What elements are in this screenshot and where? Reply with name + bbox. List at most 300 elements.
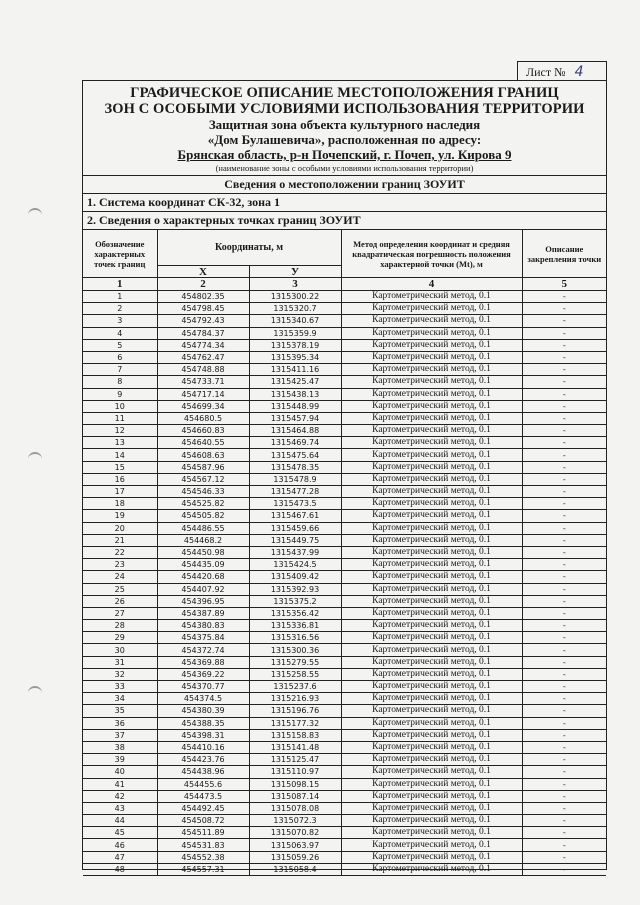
point-number: 26 (83, 595, 157, 607)
method-cell: Картометрический метод, 0.1 (341, 851, 522, 863)
table-row (83, 778, 606, 790)
table-row (83, 571, 606, 583)
method-cell: Картометрический метод, 0.1 (341, 400, 522, 412)
point-number: 47 (83, 851, 157, 863)
x-coordinate: 454525.82 (157, 498, 249, 510)
point-number: 21 (83, 534, 157, 546)
fixation-description: - (522, 571, 606, 583)
method-cell: Картометрический метод, 0.1 (341, 510, 522, 522)
col-x-header: X (157, 266, 249, 278)
point-number: 37 (83, 729, 157, 741)
point-number: 42 (83, 790, 157, 802)
x-coordinate: 454508.72 (157, 815, 249, 827)
x-coordinate: 454387.89 (157, 607, 249, 619)
y-coordinate: 1315438.13 (249, 388, 341, 400)
col-method-header: Метод определения координат и средняя квадратическая погрешность положения характерной точки (Mt), м (341, 230, 522, 278)
table-row (83, 546, 606, 558)
method-cell: Картометрический метод, 0.1 (341, 303, 522, 315)
x-coordinate: 454792.43 (157, 315, 249, 327)
fixation-description: - (522, 778, 606, 790)
fixation-description: - (522, 705, 606, 717)
col-num-4: 4 (341, 278, 522, 291)
x-coordinate: 454680.5 (157, 412, 249, 424)
table-row (83, 595, 606, 607)
table-row (83, 498, 606, 510)
y-coordinate: 1315279.55 (249, 656, 341, 668)
method-cell: Картометрический метод, 0.1 (341, 522, 522, 534)
point-number: 40 (83, 766, 157, 778)
subtitle-line-2: «Дом Булашевича», расположенная по адресу: (207, 132, 482, 147)
y-coordinate: 1315359.9 (249, 327, 341, 339)
x-coordinate: 454505.82 (157, 510, 249, 522)
table-row (83, 412, 606, 424)
table-row (83, 376, 606, 388)
table-row (83, 802, 606, 814)
table-row (83, 534, 606, 546)
fixation-description: - (522, 400, 606, 412)
point-number: 41 (83, 778, 157, 790)
method-cell: Картометрический метод, 0.1 (341, 388, 522, 400)
point-number: 35 (83, 705, 157, 717)
fixation-description: - (522, 656, 606, 668)
method-cell: Картометрический метод, 0.1 (341, 656, 522, 668)
point-number: 17 (83, 486, 157, 498)
y-coordinate: 1315110.97 (249, 766, 341, 778)
fixation-description: - (522, 681, 606, 693)
fixation-description: - (522, 376, 606, 388)
fixation-description: - (522, 437, 606, 449)
binder-hole-mark (28, 452, 42, 464)
x-coordinate: 454380.83 (157, 620, 249, 632)
x-coordinate: 454375.84 (157, 632, 249, 644)
table-body (83, 291, 606, 876)
x-coordinate: 454380.39 (157, 705, 249, 717)
y-coordinate: 1315448.99 (249, 400, 341, 412)
x-coordinate: 454798.45 (157, 303, 249, 315)
fixation-description: - (522, 510, 606, 522)
method-cell: Картометрический метод, 0.1 (341, 425, 522, 437)
x-coordinate: 454608.63 (157, 449, 249, 461)
y-coordinate: 1315125.47 (249, 754, 341, 766)
y-coordinate: 1315375.2 (249, 595, 341, 607)
fixation-description: - (522, 364, 606, 376)
document-header (83, 81, 606, 174)
point-number: 44 (83, 815, 157, 827)
points-section-row: 2. Сведения о характерных точках границ ЗОУИТ (83, 211, 606, 229)
table-row (83, 327, 606, 339)
x-coordinate: 454733.71 (157, 376, 249, 388)
method-cell: Картометрический метод, 0.1 (341, 583, 522, 595)
point-number: 15 (83, 461, 157, 473)
x-coordinate: 454435.09 (157, 559, 249, 571)
y-coordinate: 1315378.19 (249, 339, 341, 351)
table-row (83, 510, 606, 522)
x-coordinate: 454557.31 (157, 863, 249, 875)
point-number: 29 (83, 632, 157, 644)
table-row (83, 741, 606, 753)
x-coordinate: 454546.33 (157, 486, 249, 498)
subtitle-line-1: Защитная зона объекта культурного наследия (208, 117, 481, 132)
fixation-description: - (522, 461, 606, 473)
x-coordinate: 454587.96 (157, 461, 249, 473)
method-cell: Картометрический метод, 0.1 (341, 473, 522, 485)
x-coordinate: 454374.5 (157, 693, 249, 705)
y-coordinate: 1315258.55 (249, 668, 341, 680)
point-number: 24 (83, 571, 157, 583)
table-row (83, 607, 606, 619)
method-cell: Картометрический метод, 0.1 (341, 693, 522, 705)
fixation-description: - (522, 717, 606, 729)
y-coordinate: 1315409.42 (249, 571, 341, 583)
col-num-2: 2 (157, 278, 249, 291)
y-coordinate: 1315478.9 (249, 473, 341, 485)
fixation-description: - (522, 790, 606, 802)
point-number: 34 (83, 693, 157, 705)
title-line-1: ГРАФИЧЕСКОЕ ОПИСАНИЕ МЕСТОПОЛОЖЕНИЯ ГРАНИЦ (130, 85, 559, 101)
point-number: 6 (83, 351, 157, 363)
table-row (83, 644, 606, 656)
fixation-description: - (522, 620, 606, 632)
method-cell: Картометрический метод, 0.1 (341, 802, 522, 814)
y-coordinate: 1315459.66 (249, 522, 341, 534)
y-coordinate: 1315320.7 (249, 303, 341, 315)
y-coordinate: 1315464.88 (249, 425, 341, 437)
x-coordinate: 454369.22 (157, 668, 249, 680)
fixation-description: - (522, 729, 606, 741)
y-coordinate: 1315216.93 (249, 693, 341, 705)
col-coords-header: Координаты, м (157, 230, 341, 266)
y-coordinate: 1315411.16 (249, 364, 341, 376)
fixation-description: - (522, 303, 606, 315)
method-cell: Картометрический метод, 0.1 (341, 315, 522, 327)
fixation-description: - (522, 802, 606, 814)
method-cell: Картометрический метод, 0.1 (341, 412, 522, 424)
table-row (83, 461, 606, 473)
method-cell: Картометрический метод, 0.1 (341, 376, 522, 388)
fixation-description: - (522, 863, 606, 875)
point-number: 18 (83, 498, 157, 510)
binder-hole-mark (28, 208, 42, 220)
y-coordinate: 1315158.83 (249, 729, 341, 741)
x-coordinate: 454372.74 (157, 644, 249, 656)
method-cell: Картометрический метод, 0.1 (341, 339, 522, 351)
y-coordinate: 1315316.56 (249, 632, 341, 644)
fixation-description: - (522, 839, 606, 851)
y-coordinate: 1315457.94 (249, 412, 341, 424)
x-coordinate: 454473.5 (157, 790, 249, 802)
y-coordinate: 1315340.67 (249, 315, 341, 327)
method-cell: Картометрический метод, 0.1 (341, 668, 522, 680)
x-coordinate: 454423.76 (157, 754, 249, 766)
y-coordinate: 1315395.34 (249, 351, 341, 363)
method-cell: Картометрический метод, 0.1 (341, 449, 522, 461)
binder-hole-mark (28, 686, 42, 698)
col-desc-header: Описание закрепления точки (522, 230, 606, 278)
fixation-description: - (522, 388, 606, 400)
method-cell: Картометрический метод, 0.1 (341, 766, 522, 778)
point-number: 19 (83, 510, 157, 522)
method-cell: Картометрический метод, 0.1 (341, 327, 522, 339)
y-coordinate: 1315087.14 (249, 790, 341, 802)
method-cell: Картометрический метод, 0.1 (341, 437, 522, 449)
fixation-description: - (522, 498, 606, 510)
point-number: 12 (83, 425, 157, 437)
sheet-number: 4 (574, 64, 584, 80)
x-coordinate: 454455.6 (157, 778, 249, 790)
table-row (83, 754, 606, 766)
x-coordinate: 454398.31 (157, 729, 249, 741)
point-number: 38 (83, 741, 157, 753)
method-cell: Картометрический метод, 0.1 (341, 498, 522, 510)
y-coordinate: 1315424.5 (249, 559, 341, 571)
method-cell: Картометрический метод, 0.1 (341, 754, 522, 766)
fixation-description: - (522, 583, 606, 595)
point-number: 10 (83, 400, 157, 412)
table-row (83, 315, 606, 327)
fixation-description: - (522, 315, 606, 327)
method-cell: Картометрический метод, 0.1 (341, 461, 522, 473)
fixation-description: - (522, 607, 606, 619)
fixation-description: - (522, 632, 606, 644)
table-row (83, 790, 606, 802)
method-cell: Картометрический метод, 0.1 (341, 364, 522, 376)
method-cell: Картометрический метод, 0.1 (341, 644, 522, 656)
x-coordinate: 454531.83 (157, 839, 249, 851)
method-cell: Картометрический метод, 0.1 (341, 571, 522, 583)
x-coordinate: 454492.45 (157, 802, 249, 814)
y-coordinate: 1315475.64 (249, 449, 341, 461)
table-row (83, 717, 606, 729)
y-coordinate: 1315072.3 (249, 815, 341, 827)
table-row (83, 729, 606, 741)
x-coordinate: 454410.16 (157, 741, 249, 753)
x-coordinate: 454762.47 (157, 351, 249, 363)
fixation-description: - (522, 815, 606, 827)
table-row (83, 291, 606, 303)
point-number: 48 (83, 863, 157, 875)
point-number: 25 (83, 583, 157, 595)
col-y-header: У (249, 266, 341, 278)
table-row (83, 693, 606, 705)
method-cell: Картометрический метод, 0.1 (341, 607, 522, 619)
table-row (83, 522, 606, 534)
table-row (83, 449, 606, 461)
method-cell: Картометрический метод, 0.1 (341, 717, 522, 729)
fixation-description: - (522, 754, 606, 766)
table-row (83, 705, 606, 717)
x-coordinate: 454369.88 (157, 656, 249, 668)
section-title: Сведения о местоположении границ ЗОУИТ (83, 175, 606, 193)
point-number: 13 (83, 437, 157, 449)
x-coordinate: 454420.68 (157, 571, 249, 583)
x-coordinate: 454552.38 (157, 851, 249, 863)
point-number: 1 (83, 291, 157, 303)
document-frame (82, 80, 607, 874)
point-number: 14 (83, 449, 157, 461)
method-cell: Картометрический метод, 0.1 (341, 863, 522, 875)
fixation-description: - (522, 851, 606, 863)
boundary-points-table (83, 229, 606, 876)
fixation-description: - (522, 595, 606, 607)
point-number: 23 (83, 559, 157, 571)
method-cell: Картометрический метод, 0.1 (341, 681, 522, 693)
point-number: 9 (83, 388, 157, 400)
point-number: 28 (83, 620, 157, 632)
point-number: 27 (83, 607, 157, 619)
x-coordinate: 454396.95 (157, 595, 249, 607)
method-cell: Картометрический метод, 0.1 (341, 534, 522, 546)
method-cell: Картометрический метод, 0.1 (341, 839, 522, 851)
method-cell: Картометрический метод, 0.1 (341, 351, 522, 363)
x-coordinate: 454567.12 (157, 473, 249, 485)
fixation-description: - (522, 766, 606, 778)
y-coordinate: 1315473.5 (249, 498, 341, 510)
x-coordinate: 454640.55 (157, 437, 249, 449)
x-coordinate: 454511.89 (157, 827, 249, 839)
method-cell: Картометрический метод, 0.1 (341, 815, 522, 827)
address-line: Брянская область, р-н Почепский, г. Почеп, ул. Кирова 9 (177, 147, 512, 162)
col-num-1: 1 (83, 278, 157, 291)
point-number: 43 (83, 802, 157, 814)
y-coordinate: 1315059.26 (249, 851, 341, 863)
method-cell: Картометрический метод, 0.1 (341, 827, 522, 839)
fixation-description: - (522, 412, 606, 424)
y-coordinate: 1315196.76 (249, 705, 341, 717)
y-coordinate: 1315469.74 (249, 437, 341, 449)
fixation-description: - (522, 827, 606, 839)
y-coordinate: 1315300.22 (249, 291, 341, 303)
y-coordinate: 1315477.28 (249, 486, 341, 498)
x-coordinate: 454468.2 (157, 534, 249, 546)
x-coordinate: 454438.96 (157, 766, 249, 778)
point-number: 8 (83, 376, 157, 388)
x-coordinate: 454784.37 (157, 327, 249, 339)
point-number: 22 (83, 546, 157, 558)
y-coordinate: 1315449.75 (249, 534, 341, 546)
table-row (83, 668, 606, 680)
table-row (83, 303, 606, 315)
table-row (83, 388, 606, 400)
x-coordinate: 454774.34 (157, 339, 249, 351)
table-row (83, 486, 606, 498)
point-number: 11 (83, 412, 157, 424)
y-coordinate: 1315336.81 (249, 620, 341, 632)
x-coordinate: 454699.34 (157, 400, 249, 412)
x-coordinate: 454748.88 (157, 364, 249, 376)
y-coordinate: 1315425.47 (249, 376, 341, 388)
point-number: 16 (83, 473, 157, 485)
fixation-description: - (522, 693, 606, 705)
table-row (83, 839, 606, 851)
table-row (83, 559, 606, 571)
fixation-description: - (522, 668, 606, 680)
fixation-description: - (522, 534, 606, 546)
method-cell: Картометрический метод, 0.1 (341, 705, 522, 717)
method-cell: Картометрический метод, 0.1 (341, 546, 522, 558)
table-row (83, 766, 606, 778)
x-coordinate: 454407.92 (157, 583, 249, 595)
fixation-description: - (522, 291, 606, 303)
sheet-number-box (517, 61, 607, 81)
method-cell: Картометрический метод, 0.1 (341, 741, 522, 753)
point-number: 5 (83, 339, 157, 351)
fixation-description: - (522, 449, 606, 461)
table-row (83, 473, 606, 485)
method-cell: Картометрический метод, 0.1 (341, 620, 522, 632)
point-number: 2 (83, 303, 157, 315)
method-cell: Картометрический метод, 0.1 (341, 291, 522, 303)
fixation-description: - (522, 522, 606, 534)
y-coordinate: 1315058.4 (249, 863, 341, 875)
table-row (83, 400, 606, 412)
fixation-description: - (522, 559, 606, 571)
y-coordinate: 1315063.97 (249, 839, 341, 851)
fixation-description: - (522, 741, 606, 753)
point-number: 20 (83, 522, 157, 534)
y-coordinate: 1315141.48 (249, 741, 341, 753)
table-row (83, 656, 606, 668)
y-coordinate: 1315300.36 (249, 644, 341, 656)
method-cell: Картометрический метод, 0.1 (341, 559, 522, 571)
table-row (83, 681, 606, 693)
table-row (83, 632, 606, 644)
fixation-description: - (522, 351, 606, 363)
fixation-description: - (522, 339, 606, 351)
method-cell: Картометрический метод, 0.1 (341, 729, 522, 741)
y-coordinate: 1315098.15 (249, 778, 341, 790)
y-coordinate: 1315437.99 (249, 546, 341, 558)
point-number: 46 (83, 839, 157, 851)
method-cell: Картометрический метод, 0.1 (341, 778, 522, 790)
col-num-5: 5 (522, 278, 606, 291)
table-row (83, 815, 606, 827)
method-cell: Картометрический метод, 0.1 (341, 595, 522, 607)
y-coordinate: 1315177.32 (249, 717, 341, 729)
fixation-description: - (522, 546, 606, 558)
y-coordinate: 1315478.35 (249, 461, 341, 473)
y-coordinate: 1315237.6 (249, 681, 341, 693)
method-cell: Картометрический метод, 0.1 (341, 632, 522, 644)
col-num-3: 3 (249, 278, 341, 291)
x-coordinate: 454717.14 (157, 388, 249, 400)
fixation-description: - (522, 425, 606, 437)
table-row (83, 851, 606, 863)
method-cell: Картометрический метод, 0.1 (341, 790, 522, 802)
point-number: 3 (83, 315, 157, 327)
point-number: 30 (83, 644, 157, 656)
table-row (83, 620, 606, 632)
point-number: 7 (83, 364, 157, 376)
coordinate-system-row: 1. Система координат СК-32, зона 1 (83, 193, 606, 211)
fixation-description: - (522, 473, 606, 485)
point-number: 39 (83, 754, 157, 766)
fixation-description: - (522, 644, 606, 656)
fixation-description: - (522, 486, 606, 498)
table-row (83, 425, 606, 437)
x-coordinate: 454388.35 (157, 717, 249, 729)
col-point-header: Обозначение характерных точек границ (83, 230, 157, 278)
point-number: 45 (83, 827, 157, 839)
table-row (83, 583, 606, 595)
x-coordinate: 454450.98 (157, 546, 249, 558)
x-coordinate: 454802.35 (157, 291, 249, 303)
point-number: 36 (83, 717, 157, 729)
fixation-description: - (522, 327, 606, 339)
point-number: 33 (83, 681, 157, 693)
method-cell: Картометрический метод, 0.1 (341, 486, 522, 498)
point-number: 32 (83, 668, 157, 680)
x-coordinate: 454370.77 (157, 681, 249, 693)
